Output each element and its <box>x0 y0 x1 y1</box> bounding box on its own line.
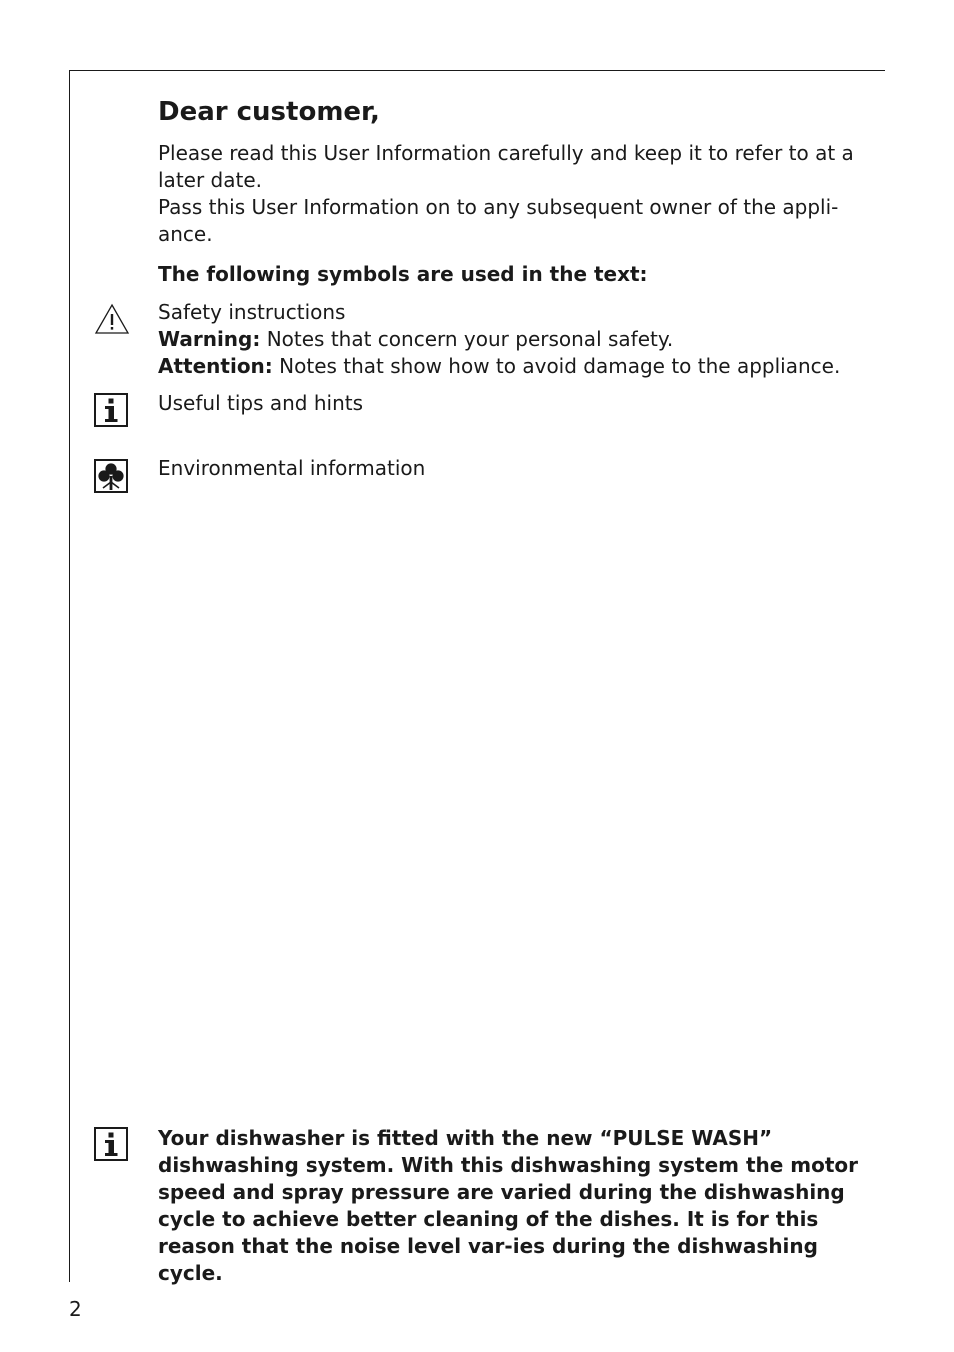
intro-text <box>158 140 868 248</box>
intro-line-2: Pass this User Information on to any subsequent owner of the appli-ance. <box>158 195 839 246</box>
environment-text: Environmental information <box>158 456 426 480</box>
warning-note <box>158 326 868 353</box>
warning-label: Warning: <box>158 327 261 351</box>
warning-triangle-icon <box>94 302 130 338</box>
warning-text: Notes that concern your personal safety. <box>260 327 674 351</box>
attention-text: Notes that show how to avoid damage to the appliance. <box>272 354 841 378</box>
attention-note <box>158 353 868 380</box>
page-title: Dear customer, <box>158 97 380 127</box>
intro-line-1: Please read this User Information carefully and keep it to refer to at a later date. <box>158 141 854 192</box>
safety-title: Safety instructions <box>158 300 346 324</box>
pulse-wash-notice: Your dishwasher is fitted with the new “PULSE WASH” dishwashing system. With this dishwashing system the motor speed and spray pressure are varied during the dishwashing cycle to achieve better cleaning of the dishes. It is for this reason that the noise level var-ies during the dishwashing cycle. <box>158 1126 859 1285</box>
page-number: 2 <box>69 1297 82 1321</box>
info-icon <box>94 1126 130 1162</box>
symbols-heading: The following symbols are used in the text: <box>158 262 648 286</box>
safety-instructions <box>158 299 868 380</box>
attention-label: Attention: <box>158 354 273 378</box>
tips-text: Useful tips and hints <box>158 391 364 415</box>
clover-icon <box>94 458 130 494</box>
info-icon <box>94 392 130 428</box>
left-rule <box>69 70 70 1282</box>
top-rule <box>69 70 885 71</box>
